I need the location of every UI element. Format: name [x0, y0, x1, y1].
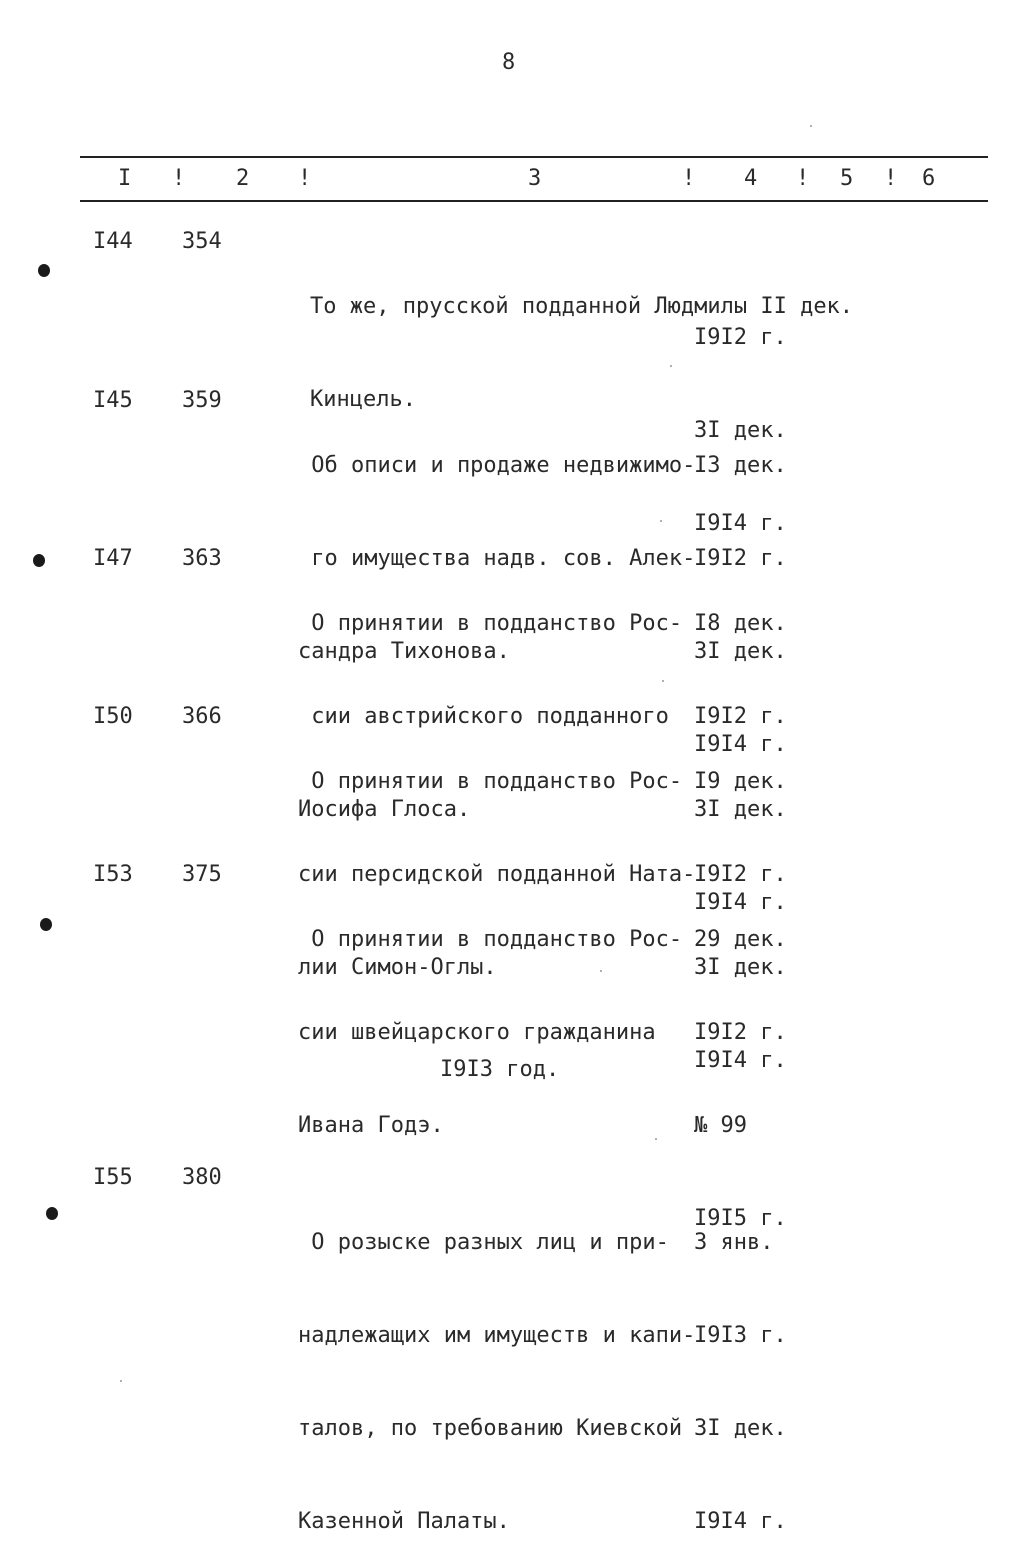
description-line: лии Симон-Оглы.: [298, 955, 497, 980]
entry-number: I47: [93, 546, 133, 571]
scan-speck: [600, 970, 602, 972]
date-line: 3I дек.: [694, 418, 787, 443]
entry-description: [298, 1165, 695, 1568]
entry-number: I55: [93, 1165, 133, 1190]
date-line: I9I2 г.: [694, 704, 787, 729]
punch-hole: [38, 264, 50, 277]
description-line: О розыске разных лиц и при-: [298, 1230, 669, 1255]
punch-hole: [33, 554, 45, 567]
description-line: сии персидской подданной Ната-: [298, 862, 696, 887]
entry-description: [298, 862, 682, 1172]
date-line: 29 дек.: [694, 927, 787, 952]
header-col-5: 5: [840, 166, 854, 191]
entry-number: I44: [93, 229, 133, 254]
date-line: 3I дек.: [694, 1416, 787, 1441]
description-line: го имущества надв. сов. Алек-: [298, 546, 696, 571]
date-line: 3I дек.: [694, 955, 787, 980]
entry-file-number: 380: [182, 1165, 222, 1190]
entry-number: I45: [93, 388, 133, 413]
punch-hole: [40, 918, 52, 931]
scan-speck: [662, 680, 664, 682]
date-line: I9I4 г.: [694, 890, 787, 915]
date-line: I9I2 г.: [694, 546, 787, 571]
header-col-2: 2: [236, 166, 250, 191]
description-line: О принятии в подданство Рос-: [298, 927, 683, 952]
year-heading: I9I3 год.: [440, 1057, 560, 1082]
scan-speck: [810, 125, 812, 127]
date-line: I9I3 г.: [694, 1323, 787, 1348]
entry-file-number: 366: [182, 704, 222, 729]
scan-speck: [660, 520, 662, 522]
date-line: 3 янв.: [694, 1230, 774, 1255]
date-line: I9I2 г.: [694, 1020, 787, 1045]
date-line: 3I дек.: [694, 639, 787, 664]
description-line: Казенной Палаты.: [298, 1509, 510, 1534]
header-separator: !: [298, 166, 312, 191]
scan-speck: [120, 1380, 122, 1382]
entry-file-number: 363: [182, 546, 222, 571]
entry-number: I53: [93, 862, 133, 887]
description-line: Иосифа Глоса.: [298, 797, 471, 822]
header-rule-bottom: [80, 200, 988, 202]
date-line: I8 дек.: [694, 611, 787, 636]
description-line: О принятии в подданство Рос-: [298, 769, 683, 794]
header-separator: !: [796, 166, 810, 191]
date-line: I9I4 г.: [694, 1509, 787, 1534]
description-line: О принятии в подданство Рос-: [298, 611, 683, 636]
scan-speck: [655, 1138, 657, 1140]
description-line: талов, по требованию Киевской: [298, 1416, 683, 1441]
date-line: I9 дек.: [694, 769, 787, 794]
date-line: I3 дек.: [694, 453, 787, 478]
entry-dates: [694, 1165, 787, 1568]
date-line: I9I5 г.: [694, 1206, 787, 1231]
entry-file-number: 354: [182, 229, 222, 254]
page-number: 8: [502, 50, 516, 75]
punch-hole: [46, 1207, 58, 1220]
description-line: Кинцель.: [310, 387, 416, 412]
entry-file-number: 375: [182, 862, 222, 887]
scan-speck: [670, 365, 672, 367]
header-separator: !: [682, 166, 696, 191]
date-line: I9I2 г.: [694, 325, 787, 350]
header-rule-top: [80, 156, 988, 158]
header-col-4: 4: [744, 166, 758, 191]
description-line: сандра Тихонова.: [298, 639, 510, 664]
header-col-1: I: [118, 166, 132, 191]
description-line: надлежащих им имуществ и капи-: [298, 1323, 696, 1348]
date-line: I9I2 г.: [694, 862, 787, 887]
header-col-6: 6: [922, 166, 936, 191]
description-line: сии швейцарского гражданина: [298, 1020, 656, 1045]
date-line: I9I4 г.: [694, 1048, 787, 1073]
entry-number: I50: [93, 704, 133, 729]
date-line: 3I дек.: [694, 797, 787, 822]
header-separator: !: [172, 166, 186, 191]
description-line: Об описи и продаже недвижимо-: [298, 453, 696, 478]
date-line: I9I4 г.: [694, 732, 787, 757]
date-line: № 99: [694, 1113, 747, 1138]
date-line: I9I4 г.: [694, 511, 787, 536]
description-line: То же, прусской подданной Людмилы II дек.: [310, 294, 854, 319]
entry-file-number: 359: [182, 388, 222, 413]
header-col-3: 3: [528, 166, 542, 191]
description-line: сии австрийского подданного: [298, 704, 669, 729]
header-separator: !: [884, 166, 898, 191]
description-line: Ивана Годэ.: [298, 1113, 444, 1138]
